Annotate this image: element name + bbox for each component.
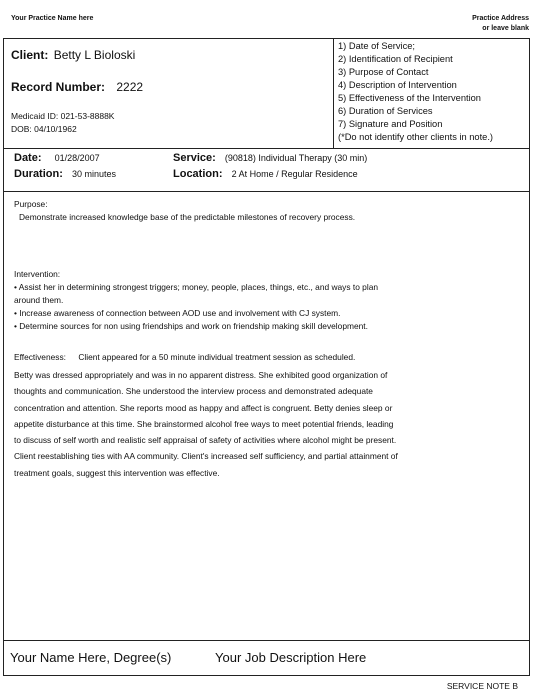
- service-label: Service:: [173, 152, 216, 164]
- purpose-label: Purpose:: [14, 199, 48, 209]
- client-name: Betty L Bioloski: [53, 48, 136, 62]
- requirements-list: [338, 40, 493, 144]
- duration-label: Duration:: [14, 168, 63, 180]
- job-description: Your Job Description Here: [215, 650, 367, 665]
- location-label: Location:: [173, 168, 223, 180]
- effectiveness-line: thoughts and communication. She understood the interview process and demonstrated adequate: [14, 386, 373, 397]
- service-value: (90818) Individual Therapy (30 min): [224, 153, 368, 163]
- effectiveness-line: Client appeared for a 50 minute individual treatment session as scheduled.: [78, 352, 356, 362]
- requirement-item: 1) Date of Service;: [338, 41, 415, 51]
- requirement-item: 7) Signature and Position: [338, 119, 443, 129]
- effectiveness-line: Betty was dressed appropriately and was in no apparent distress. She exhibited good organization of: [14, 370, 388, 380]
- practice-address-line1: Practice Address: [472, 15, 529, 22]
- effectiveness-text: [14, 367, 398, 481]
- effectiveness-line: concentration and attention. She reports mood as happy and affect is congruent. Betty denies sleep or: [14, 402, 393, 413]
- duration-row: [14, 168, 116, 180]
- client-label: Client:: [11, 48, 49, 62]
- date-label: Date:: [14, 152, 42, 164]
- intervention-label: Intervention:: [14, 269, 61, 279]
- intervention-line: • Assist her in determining strongest triggers; money, people, places, things, etc., and ways to plan: [14, 282, 379, 292]
- effectiveness-line: Client reestablishing ties with AA community. Client's increased self sufficiency, and partial attainment of: [14, 451, 398, 462]
- requirements-divider: [333, 38, 334, 149]
- signature-name: Your Name Here, Degree(s): [10, 650, 172, 665]
- date-row: [14, 152, 100, 164]
- record-label: Record Number:: [11, 80, 106, 94]
- effectiveness-line: treatment goals, suggest this intervention was effective.: [14, 467, 220, 478]
- effectiveness-line: appetite disturbance at this time. She brainstormed alcohol free ways to meet potential friends, leading: [14, 418, 394, 429]
- client-row: [11, 48, 135, 62]
- medicaid-id: Medicaid ID: 021-53-8888K: [11, 111, 115, 121]
- requirement-item: 5) Effectiveness of the Intervention: [338, 93, 481, 103]
- location-row: [173, 168, 358, 180]
- effectiveness-line: to discuss of self worth and realistic self appraisal of safety of activities where alcohol might be present.: [14, 435, 397, 446]
- intervention-line: • Determine sources for non using friendships and work on friendship making skill development.: [14, 321, 368, 332]
- requirement-item: 2) Identification of Recipient: [338, 54, 453, 64]
- date-value: 01/28/2007: [54, 153, 100, 163]
- header-divider: [3, 148, 530, 149]
- effectiveness-first-row: [14, 351, 355, 364]
- footer-divider: [3, 640, 530, 641]
- record-number: 2222: [116, 80, 144, 94]
- dob: DOB: 04/10/1962: [11, 124, 77, 134]
- session-divider: [3, 191, 530, 192]
- service-row: [173, 152, 367, 164]
- practice-address-line2: or leave blank: [482, 25, 529, 32]
- form-id: SERVICE NOTE B: [446, 681, 518, 691]
- requirement-note: (*Do not identify other clients in note.): [338, 132, 494, 142]
- duration-value: 30 minutes: [71, 169, 116, 179]
- intervention-line: around them.: [14, 295, 64, 306]
- requirement-item: 6) Duration of Services: [338, 106, 433, 116]
- location-value: 2 At Home / Regular Residence: [231, 169, 358, 179]
- requirement-item: 3) Purpose of Contact: [338, 67, 429, 77]
- practice-name: Your Practice Name here: [11, 15, 94, 22]
- effectiveness-label: Effectiveness:: [14, 352, 66, 362]
- purpose-text: Demonstrate increased knowledge base of the predictable milestones of recovery process.: [19, 212, 356, 222]
- requirement-item: 4) Description of Intervention: [338, 80, 457, 90]
- intervention-list: [14, 281, 378, 333]
- record-row: [11, 80, 143, 94]
- intervention-line: • Increase awareness of connection between AOD use and involvement with CJ system.: [14, 308, 341, 319]
